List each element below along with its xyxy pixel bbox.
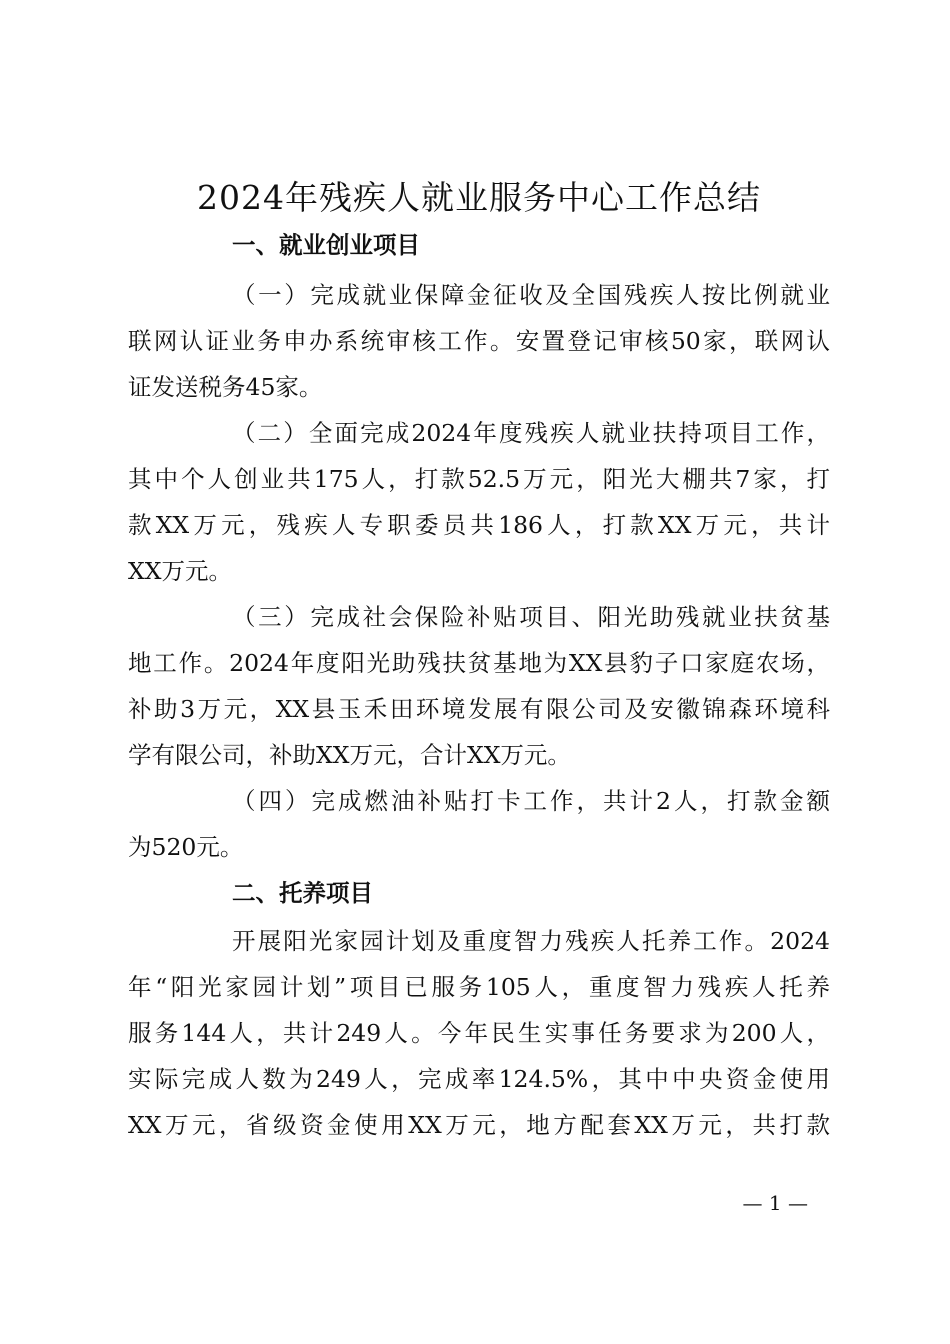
paragraph-line: 实际完成人数为249人，完成率124.5%，其中中央资金使用 — [128, 1065, 830, 1093]
paragraph-line: 款XX万元，残疾人专职委员共186人，打款XX万元，共计 — [128, 511, 830, 539]
paragraph-line: 联网认证业务申办系统审核工作。安置登记审核50家，联网认 — [128, 327, 830, 355]
paragraph-line: 地工作。2024年度阳光助残扶贫基地为XX县豹子口家庭农场， — [128, 649, 830, 677]
paragraph-line: XX万元，省级资金使用XX万元，地方配套XX万元，共打款 — [128, 1111, 830, 1139]
paragraph-line: 为520元。 — [128, 833, 244, 861]
paragraph-line: （三）完成社会保险补贴项目、阳光助残就业扶贫基 — [232, 603, 830, 631]
paragraph-line: 补助3万元，XX县玉禾田环境发展有限公司及安徽锦森环境科 — [128, 695, 830, 723]
paragraph-line: 其中个人创业共175人，打款52.5万元，阳光大棚共7家，打 — [128, 465, 830, 493]
paragraph-line: 学有限公司，补助XX万元，合计XX万元。 — [128, 741, 571, 769]
paragraph-line: XX万元。 — [128, 557, 232, 585]
paragraph-line: 开展阳光家园计划及重度智力残疾人托养工作。2024 — [232, 927, 830, 955]
paragraph-line: （四）完成燃油补贴打卡工作，共计2人，打款金额 — [232, 787, 830, 815]
section-heading-care: 二、托养项目 — [232, 879, 373, 907]
section-heading-employment: 一、就业创业项目 — [232, 231, 420, 259]
paragraph-line: （二）全面完成2024年度残疾人就业扶持项目工作， — [232, 419, 830, 447]
paragraph-line: 年“阳光家园计划”项目已服务105人，重度智力残疾人托养 — [128, 973, 830, 1001]
paragraph-line: 证发送税务45家。 — [128, 373, 323, 401]
document-title: 2024年残疾人就业服务中心工作总结 — [197, 178, 761, 217]
page-number: — 1 — — [742, 1191, 808, 1215]
paragraph-line: （一）完成就业保障金征收及全国残疾人按比例就业 — [232, 281, 830, 309]
paragraph-line: 服务144人，共计249人。今年民生实事任务要求为200人， — [128, 1019, 830, 1047]
